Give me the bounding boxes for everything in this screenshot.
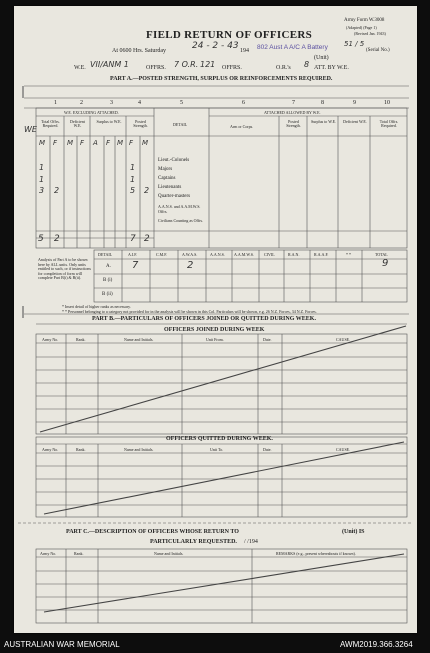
col-number: 5: [180, 100, 183, 106]
an-head: A.W.A.S.: [182, 252, 198, 257]
hand-head: WE: [24, 125, 37, 134]
footer-credit: AUSTRALIAN WAR MEMORIAL: [4, 640, 120, 649]
an-row: B (i): [103, 278, 113, 283]
offrs-label-1: OFFRS.: [146, 65, 166, 71]
hand-head: M: [117, 139, 124, 147]
particularly-requested: PARTICULARLY REQUESTED.: [150, 539, 237, 545]
or-handwritten: 8: [304, 60, 310, 69]
joined-head: Name and Initials.: [124, 337, 154, 342]
offrs-label-2: OFFRS.: [222, 65, 242, 71]
an-val-aif: 7: [132, 260, 139, 271]
head-surplus-att: Surplus to W.E.: [310, 119, 337, 124]
head-surplus: Surplus to W.E.: [96, 119, 122, 124]
an-val-awas: 2: [187, 260, 194, 271]
total-c4: 7: [130, 234, 136, 244]
group-attached: ATTACHED ALLOWED BY W.E.: [264, 110, 321, 115]
hand-head: A: [93, 139, 98, 147]
detail-head: DETAIL: [173, 122, 188, 127]
part-c-head: Rank.: [74, 551, 84, 556]
part-c-unit-is: (Unit) IS: [342, 529, 365, 535]
col-number: 6: [242, 100, 245, 106]
footnote-2: * * Personnel belonging to a category not provided for in the analysis will be shown in this Col. Particulars will be shown, e.g. 26 N.Z. Forces, 34 N.Z. Forces.: [62, 309, 317, 314]
part-a-title: PART A.—POSTED STRENGTH, SURPLUS OR REINFORCEMENTS REQUIRED.: [110, 76, 333, 82]
date-handwritten: 24 - 2 - 43: [192, 41, 239, 51]
at-line: At 0600 Hrs. Saturday: [112, 48, 166, 54]
unit-stamp: 802 Aust A A/C A Battery: [257, 44, 328, 51]
rank-lieutenants: Lieutenants: [158, 185, 182, 190]
head-deficient-att: Deficient W.E.: [343, 119, 367, 124]
hand-head: F: [53, 139, 58, 147]
revised-label: (Revised Jan. 1943): [354, 31, 386, 36]
val-c4: 5: [130, 186, 136, 195]
col-number: 8: [321, 100, 324, 106]
or-count-handwritten: 121: [200, 60, 216, 69]
an-row: A.: [106, 264, 111, 269]
rank-aans: A.A.N.S. and A.A.M.W.S. Offrs.: [158, 204, 201, 214]
hand-head: F: [80, 139, 85, 147]
joined-head: Army No.: [42, 337, 59, 342]
val-c4: 1: [130, 163, 136, 172]
col-number: 2: [80, 100, 83, 106]
rank-captains: Captains: [158, 176, 176, 181]
part-c-title: PART C.—DESCRIPTION OF OFFICERS WHOSE RETURN TO: [66, 529, 239, 535]
val-c1: 3: [39, 186, 45, 195]
part-c-head: Army No.: [40, 551, 57, 556]
an-val-total: 9: [382, 258, 389, 269]
total-c2: 2: [54, 234, 60, 244]
head-posted-att: Posted Strength.: [286, 119, 301, 128]
col-number: 9: [353, 100, 356, 106]
quitted-head: Rank.: [76, 447, 86, 452]
joined-head: Rank.: [76, 337, 86, 342]
rank-lieut-colonels: Lieut.-Colonels: [158, 158, 190, 163]
an-head: TOTAL: [375, 252, 388, 257]
col-number: 4: [138, 100, 141, 106]
part-c-date: / /194: [244, 539, 258, 545]
footnote-1: * Insert detail of higher ranks as necessary.: [62, 304, 131, 309]
form-paper: [14, 6, 417, 633]
total-c1: 5: [38, 234, 44, 244]
part-c-head: Name and Initials.: [154, 551, 184, 556]
we-handwritten: VII/ANM 1: [90, 60, 129, 69]
val-c1: 1: [39, 163, 45, 172]
army-form-label: Army Form W.3008: [344, 18, 385, 23]
joined-head: Unit From.: [206, 337, 224, 342]
or-label: O.R.'s: [276, 65, 291, 71]
an-row: B (ii): [102, 292, 113, 297]
joined-head: Date.: [263, 337, 272, 342]
part-b-title: PART B.—PARTICULARS OF OFFICERS JOINED OR QUITTED DURING WEEK.: [92, 316, 316, 322]
joined-title: OFFICERS JOINED DURING WEEK: [164, 327, 265, 333]
an-head: C.M.F.: [156, 252, 168, 257]
col-number: 3: [110, 100, 113, 106]
rank-majors: Majors: [158, 167, 173, 172]
joined-head: CAUSE.: [336, 337, 351, 342]
head-arm-corps: Arm or Corps.: [230, 124, 254, 129]
part-c-head: REMARKS (e.g., present whereabouts if known).: [276, 551, 356, 556]
hand-head: M: [142, 139, 149, 147]
group-we-excluding: W.E. EXCLUDING ATTACHED.: [64, 110, 119, 115]
serial-label: (Serial No.): [366, 48, 390, 53]
offrs-handwritten: 7 O.R.: [174, 60, 199, 69]
hand-head: F: [106, 139, 111, 147]
quitted-title: OFFICERS QUITTED DURING WEEK.: [166, 436, 273, 442]
an-head: A.A.M.W.S.: [234, 252, 254, 257]
quitted-head: CAUSE.: [336, 447, 351, 452]
head-total-att: Total Offrs. Required.: [379, 119, 399, 128]
an-head: R.A.A.F.: [314, 252, 329, 257]
quitted-head: Name and Initials.: [124, 447, 154, 452]
val-c2: 2: [54, 186, 60, 195]
hand-head: F: [129, 139, 134, 147]
val-c1: 1: [39, 175, 45, 184]
quitted-head: Unit To.: [210, 447, 224, 452]
quitted-head: Date.: [263, 447, 272, 452]
an-head: CIVIL: [264, 252, 275, 257]
val-c4b: 2: [144, 186, 150, 195]
hand-head: M: [67, 139, 74, 147]
att-label: ATT. BY W.E.: [314, 65, 349, 71]
an-head: A.I.F.: [128, 252, 138, 257]
head-posted: Posted Strength.: [133, 119, 148, 128]
quitted-head: Army No.: [42, 447, 59, 452]
hand-head: M: [39, 139, 46, 147]
col-number: 10: [384, 100, 390, 106]
serial-handwritten: 51 / 5: [344, 40, 365, 48]
unit-label: (Unit): [314, 55, 329, 61]
rank-civilians: Civilians Counting as Offrs.: [158, 218, 204, 223]
an-head: * *: [346, 252, 351, 257]
head-deficient: Deficient W.E.: [70, 119, 85, 128]
adapted-label: (Adapted) (Page 1): [346, 25, 377, 30]
an-head: A.A.N.S.: [210, 252, 225, 257]
year-prefix: 194: [240, 48, 249, 54]
cancel-strokes: [40, 326, 406, 612]
val-c4: 1: [130, 175, 136, 184]
head-total-required: Total Offrs. Required.: [41, 119, 60, 128]
an-head: R.A.N.: [288, 252, 300, 257]
an-head: DETAIL: [98, 252, 113, 257]
total-c4b: 2: [144, 234, 150, 244]
col-number: 7: [292, 100, 295, 106]
footer-accession: AWM2019.366.3264: [340, 640, 413, 649]
we-prefix: W.E.: [74, 65, 86, 71]
form-title: FIELD RETURN OF OFFICERS: [146, 29, 313, 41]
analysis-note: Analysis of Part A to be shown here by ALL units. Only units entitled to such, or if instructions for completion of form will complete Part B(i) & B(ii).: [38, 257, 91, 280]
col-number: 1: [54, 100, 57, 106]
rank-quarter-masters: Quarter-masters: [158, 194, 191, 199]
